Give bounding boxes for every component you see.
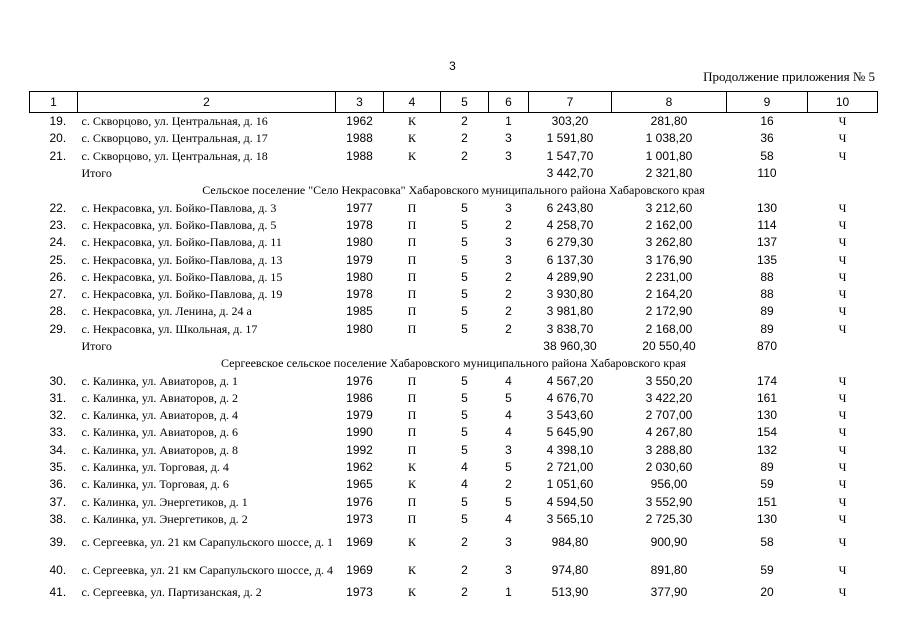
floors-cell: 5 — [461, 373, 468, 388]
entrances-cell: 2 — [505, 304, 512, 319]
entrances-cell: 2 — [505, 477, 512, 492]
section-header-row — [30, 355, 878, 372]
ownership-cell: Ч — [838, 534, 847, 549]
wall-material-cell: К — [407, 148, 416, 163]
table-row — [30, 234, 878, 251]
wall-material-cell: П — [407, 235, 417, 250]
total-area-cell: 3 930,80 — [546, 287, 594, 302]
living-area-cell: 281,80 — [650, 114, 688, 129]
floors-cell: 5 — [461, 217, 468, 232]
residents-cell: 161 — [756, 390, 778, 405]
entrances-cell: 5 — [505, 494, 512, 509]
year-cell: 1980 — [346, 269, 373, 284]
living-area-cell: 20 550,40 — [642, 339, 696, 353]
table-row — [30, 269, 878, 286]
floors-cell — [441, 165, 489, 182]
total-area-cell: 3 543,60 — [546, 408, 594, 423]
table-row — [30, 407, 878, 424]
total-area-cell: 6 243,80 — [546, 200, 594, 215]
address-cell: с. Некрасовка, ул. Ленина, д. 24 а — [81, 304, 252, 319]
row-number: 25. — [49, 252, 67, 267]
row-number: 31. — [49, 390, 67, 405]
wall-material-cell: П — [407, 269, 417, 284]
living-area-cell: 3 176,90 — [645, 252, 693, 267]
wall-material-cell: П — [407, 287, 417, 302]
floors-cell: 4 — [461, 477, 468, 492]
ownership-cell: Ч — [838, 511, 847, 526]
table-row — [30, 528, 878, 556]
row-number: 22. — [49, 200, 67, 215]
ownership-cell: Ч — [838, 390, 847, 405]
entrances-cell: 2 — [505, 269, 512, 284]
entrances-cell — [489, 165, 529, 182]
entrances-cell: 5 — [505, 390, 512, 405]
row-number: 40. — [49, 562, 67, 577]
table-row — [30, 390, 878, 407]
address-cell: с. Скворцово, ул. Центральная, д. 17 — [81, 131, 268, 146]
ownership-cell: Ч — [838, 287, 847, 302]
floors-cell: 2 — [461, 148, 468, 163]
residents-cell: 130 — [756, 408, 778, 423]
wall-material-cell: П — [407, 408, 417, 423]
ownership-cell — [808, 338, 878, 355]
total-area-cell: 38 960,30 — [543, 339, 597, 353]
living-area-cell: 2 172,90 — [645, 304, 693, 319]
wall-material-cell: К — [407, 477, 416, 492]
living-area-cell: 2 168,00 — [645, 321, 693, 336]
ownership-cell: Ч — [838, 585, 847, 600]
year-cell: 1979 — [346, 408, 373, 423]
entrances-cell: 3 — [505, 131, 512, 146]
year-cell: 1969 — [346, 534, 373, 549]
total-area-cell: 513,90 — [551, 585, 589, 600]
residents-cell: 88 — [760, 269, 774, 284]
living-area-cell: 900,90 — [650, 534, 688, 549]
table-row — [30, 130, 878, 147]
address-cell: с. Некрасовка, ул. Бойко-Павлова, д. 5 — [81, 217, 277, 232]
total-area-cell: 1 051,60 — [546, 477, 594, 492]
year-cell: 1976 — [346, 494, 373, 509]
residents-cell: 137 — [756, 235, 778, 250]
subtotal-label: Итого — [81, 166, 112, 181]
residents-cell: 16 — [760, 114, 774, 129]
living-area-cell: 2 707,00 — [645, 408, 693, 423]
wall-material-cell: П — [407, 390, 417, 405]
entrances-cell: 4 — [505, 511, 512, 526]
total-area-cell: 303,20 — [551, 114, 589, 129]
col-header-8: 8 — [612, 92, 727, 113]
year-cell: 1978 — [346, 217, 373, 232]
total-area-cell: 3 442,70 — [546, 166, 594, 181]
floors-cell: 5 — [461, 425, 468, 440]
col-header-2: 2 — [78, 92, 336, 113]
residents-cell: 114 — [757, 217, 777, 232]
row-number: 26. — [49, 269, 67, 284]
residents-cell: 151 — [756, 494, 778, 509]
entrances-cell: 2 — [505, 217, 512, 232]
living-area-cell: 2 030,60 — [645, 460, 693, 475]
year-cell — [336, 338, 384, 355]
living-area-cell: 2 162,00 — [645, 217, 693, 232]
wall-material-cell: К — [407, 460, 416, 475]
residents-cell: 58 — [760, 534, 774, 549]
row-number: 32. — [49, 408, 67, 423]
row-number: 38. — [49, 511, 67, 526]
year-cell: 1976 — [346, 373, 373, 388]
entrances-cell: 4 — [505, 373, 512, 388]
table-row — [30, 286, 878, 303]
floors-cell: 5 — [461, 442, 468, 457]
ownership-cell: Ч — [838, 114, 847, 129]
residents-cell: 20 — [760, 585, 774, 600]
address-cell: с. Калинка, ул. Энергетиков, д. 2 — [81, 511, 248, 526]
entrances-cell: 3 — [505, 200, 512, 215]
row-number: 39. — [49, 534, 67, 549]
table-row — [30, 442, 878, 459]
floors-cell: 5 — [461, 390, 468, 405]
total-area-cell: 984,80 — [551, 534, 589, 549]
page-number: 3 — [449, 59, 456, 73]
entrances-cell: 4 — [505, 408, 512, 423]
floors-cell: 5 — [461, 200, 468, 215]
floors-cell: 5 — [461, 287, 468, 302]
ownership-cell: Ч — [838, 321, 847, 336]
total-area-cell: 4 398,10 — [546, 442, 594, 457]
ownership-cell: Ч — [838, 494, 847, 509]
floors-cell: 5 — [461, 269, 468, 284]
address-cell: с. Сергеевка, ул. 21 км Сарапульского шоссе, д. 4 — [81, 562, 334, 577]
row-number: 21. — [49, 148, 67, 163]
col-header-1: 1 — [30, 92, 78, 113]
address-cell: с. Калинка, ул. Торговая, д. 6 — [81, 477, 229, 492]
floors-cell — [441, 338, 489, 355]
residents-cell: 58 — [760, 148, 774, 163]
year-cell: 1980 — [346, 321, 373, 336]
living-area-cell: 1 001,80 — [645, 148, 693, 163]
residents-cell: 174 — [756, 373, 778, 388]
row-number: 37. — [49, 494, 67, 509]
housing-registry-table — [29, 91, 878, 601]
table-row — [30, 476, 878, 493]
table-row — [30, 494, 878, 511]
living-area-cell: 891,80 — [650, 562, 688, 577]
row-number — [30, 165, 78, 182]
ownership-cell: Ч — [838, 373, 847, 388]
wall-material-cell: П — [407, 217, 417, 232]
table-row — [30, 217, 878, 234]
total-area-cell: 6 137,30 — [546, 252, 594, 267]
ownership-cell: Ч — [838, 235, 847, 250]
floors-cell: 2 — [461, 114, 468, 129]
entrances-cell: 1 — [505, 114, 512, 129]
residents-cell: 110 — [757, 166, 777, 181]
address-cell: с. Калинка, ул. Энергетиков, д. 1 — [81, 494, 248, 509]
subtotal-row — [30, 338, 878, 355]
entrances-cell — [489, 338, 529, 355]
row-number: 34. — [49, 442, 67, 457]
year-cell: 1973 — [346, 511, 373, 526]
living-area-cell: 1 038,20 — [645, 131, 693, 146]
row-number: 24. — [49, 235, 67, 250]
row-number: 41. — [49, 585, 67, 600]
ownership-cell: Ч — [838, 148, 847, 163]
address-cell: с. Калинка, ул. Торговая, д. 4 — [81, 460, 229, 475]
living-area-cell: 3 262,80 — [645, 235, 693, 250]
total-area-cell: 1 591,80 — [546, 131, 594, 146]
table-row — [30, 303, 878, 320]
entrances-cell: 3 — [505, 235, 512, 250]
wall-material-cell: П — [407, 373, 417, 388]
year-cell: 1985 — [346, 304, 373, 319]
row-number: 29. — [49, 321, 67, 336]
wall-material-cell: П — [407, 442, 417, 457]
section-header-row — [30, 182, 878, 199]
wall-material-cell: П — [407, 304, 417, 319]
row-number: 35. — [49, 460, 67, 475]
total-area-cell: 4 567,20 — [546, 373, 594, 388]
total-area-cell: 3 838,70 — [546, 321, 594, 336]
address-cell: с. Некрасовка, ул. Бойко-Павлова, д. 11 — [81, 235, 282, 250]
year-cell: 1962 — [346, 460, 373, 475]
living-area-cell: 2 321,80 — [645, 166, 693, 181]
col-header-3: 3 — [336, 92, 384, 113]
year-cell: 1977 — [346, 200, 373, 215]
living-area-cell: 377,90 — [650, 585, 688, 600]
entrances-cell: 3 — [505, 252, 512, 267]
residents-cell: 130 — [756, 200, 778, 215]
year-cell: 1965 — [346, 477, 373, 492]
year-cell: 1990 — [346, 425, 373, 440]
year-cell: 1988 — [346, 131, 373, 146]
table-row — [30, 251, 878, 268]
year-cell: 1962 — [346, 114, 373, 129]
row-number: 33. — [49, 425, 67, 440]
row-number: 28. — [49, 304, 67, 319]
total-area-cell: 1 547,70 — [546, 148, 594, 163]
address-cell: с. Калинка, ул. Авиаторов, д. 6 — [81, 425, 238, 440]
ownership-cell: Ч — [838, 269, 847, 284]
entrances-cell: 3 — [505, 442, 512, 457]
address-cell: с. Некрасовка, ул. Бойко-Павлова, д. 3 — [81, 200, 277, 215]
floors-cell: 5 — [461, 321, 468, 336]
floors-cell: 5 — [461, 235, 468, 250]
address-cell: с. Некрасовка, ул. Бойко-Павлова, д. 15 — [81, 269, 283, 284]
residents-cell: 88 — [760, 287, 774, 302]
entrances-cell: 5 — [505, 460, 512, 475]
ownership-cell: Ч — [838, 252, 847, 267]
entrances-cell: 1 — [505, 585, 512, 600]
col-header-4: 4 — [384, 92, 441, 113]
floors-cell: 5 — [461, 511, 468, 526]
ownership-cell: Ч — [838, 562, 847, 577]
wall-material-cell: П — [407, 511, 417, 526]
col-header-7: 7 — [529, 92, 612, 113]
ownership-cell: Ч — [838, 217, 847, 232]
entrances-cell: 3 — [505, 562, 512, 577]
total-area-cell: 4 594,50 — [546, 494, 594, 509]
entrances-cell: 3 — [505, 148, 512, 163]
subtotal-row — [30, 165, 878, 182]
residents-cell: 870 — [756, 339, 778, 353]
year-cell — [336, 165, 384, 182]
residents-cell: 89 — [760, 304, 774, 319]
table-row — [30, 113, 878, 131]
year-cell: 1979 — [346, 252, 373, 267]
wall-material-cell: К — [407, 585, 416, 600]
row-number: 23. — [49, 217, 67, 232]
living-area-cell: 3 550,20 — [645, 373, 693, 388]
floors-cell: 5 — [461, 408, 468, 423]
wall-material-cell: К — [407, 562, 416, 577]
row-number — [30, 338, 78, 355]
residents-cell: 154 — [756, 425, 778, 440]
year-cell: 1992 — [346, 442, 373, 457]
col-header-10: 10 — [808, 92, 878, 113]
wall-material-cell: К — [407, 534, 416, 549]
entrances-cell: 2 — [505, 287, 512, 302]
table-row — [30, 148, 878, 165]
year-cell: 1969 — [346, 562, 373, 577]
wall-material-cell — [384, 338, 441, 355]
total-area-cell: 4 676,70 — [546, 390, 594, 405]
ownership-cell: Ч — [838, 131, 847, 146]
table-row — [30, 459, 878, 476]
wall-material-cell — [384, 165, 441, 182]
table-row — [30, 556, 878, 584]
ownership-cell: Ч — [838, 408, 847, 423]
floors-cell: 2 — [461, 131, 468, 146]
entrances-cell: 4 — [505, 425, 512, 440]
table-row — [30, 199, 878, 216]
floors-cell: 5 — [461, 494, 468, 509]
address-cell: с. Скворцово, ул. Центральная, д. 18 — [81, 148, 268, 163]
address-cell: с. Калинка, ул. Авиаторов, д. 4 — [81, 408, 238, 423]
section-title: Сергеевское сельское поселение Хабаровского муниципального района Хабаровского края — [221, 356, 686, 371]
living-area-cell: 2 164,20 — [645, 287, 693, 302]
address-cell: с. Калинка, ул. Авиаторов, д. 2 — [81, 390, 238, 405]
total-area-cell: 974,80 — [551, 562, 589, 577]
table-row — [30, 424, 878, 441]
table-row — [30, 584, 878, 601]
floors-cell: 5 — [461, 304, 468, 319]
total-area-cell: 5 645,90 — [546, 425, 594, 440]
col-header-5: 5 — [441, 92, 489, 113]
living-area-cell: 3 288,80 — [645, 442, 693, 457]
wall-material-cell: К — [407, 114, 416, 129]
wall-material-cell: П — [407, 321, 417, 336]
residents-cell: 130 — [756, 511, 778, 526]
residents-cell: 132 — [756, 442, 778, 457]
row-number: 19. — [49, 114, 67, 129]
wall-material-cell: П — [407, 200, 417, 215]
living-area-cell: 3 422,20 — [645, 390, 693, 405]
col-header-6: 6 — [489, 92, 529, 113]
ownership-cell: Ч — [838, 304, 847, 319]
ownership-cell: Ч — [838, 477, 847, 492]
year-cell: 1978 — [346, 287, 373, 302]
address-cell: с. Сергеевка, ул. 21 км Сарапульского шоссе, д. 1 — [81, 534, 334, 549]
residents-cell: 89 — [760, 321, 774, 336]
ownership-cell: Ч — [838, 200, 847, 215]
continuation-label: Продолжение приложения № 5 — [703, 69, 875, 84]
entrances-cell: 3 — [505, 534, 512, 549]
address-cell: с. Калинка, ул. Авиаторов, д. 1 — [81, 373, 238, 388]
year-cell: 1988 — [346, 148, 373, 163]
row-number: 20. — [49, 131, 67, 146]
row-number: 36. — [49, 477, 67, 492]
living-area-cell: 956,00 — [650, 477, 688, 492]
residents-cell: 135 — [756, 252, 778, 267]
ownership-cell: Ч — [838, 425, 847, 440]
table-row — [30, 321, 878, 338]
floors-cell: 2 — [461, 562, 468, 577]
ownership-cell: Ч — [838, 460, 847, 475]
total-area-cell: 4 258,70 — [546, 217, 594, 232]
address-cell: с. Некрасовка, ул. Школьная, д. 17 — [81, 321, 258, 336]
year-cell: 1980 — [346, 235, 373, 250]
total-area-cell: 3 981,80 — [546, 304, 594, 319]
address-cell: с. Сергеевка, ул. Партизанская, д. 2 — [81, 585, 262, 600]
address-cell: с. Некрасовка, ул. Бойко-Павлова, д. 13 — [81, 252, 283, 267]
address-cell: с. Некрасовка, ул. Бойко-Павлова, д. 19 — [81, 287, 283, 302]
address-cell: с. Калинка, ул. Авиаторов, д. 8 — [81, 442, 238, 457]
table-body — [30, 113, 878, 602]
ownership-cell — [808, 165, 878, 182]
living-area-cell: 3 212,60 — [645, 200, 693, 215]
residents-cell: 89 — [760, 460, 774, 475]
entrances-cell: 2 — [505, 321, 512, 336]
residents-cell: 59 — [760, 562, 774, 577]
ownership-cell: Ч — [838, 442, 847, 457]
table-row — [30, 372, 878, 389]
subtotal-label: Итого — [81, 339, 112, 353]
floors-cell: 2 — [461, 585, 468, 600]
residents-cell: 59 — [760, 477, 774, 492]
total-area-cell: 2 721,00 — [546, 460, 594, 475]
residents-cell: 36 — [760, 131, 774, 146]
year-cell: 1986 — [346, 390, 373, 405]
table-row — [30, 511, 878, 528]
year-cell: 1973 — [346, 585, 373, 600]
living-area-cell: 3 552,90 — [645, 494, 693, 509]
living-area-cell: 2 725,30 — [645, 511, 693, 526]
wall-material-cell: К — [407, 131, 416, 146]
total-area-cell: 3 565,10 — [546, 511, 594, 526]
wall-material-cell: П — [407, 252, 417, 267]
living-area-cell: 2 231,00 — [645, 269, 693, 284]
row-number: 27. — [49, 287, 67, 302]
total-area-cell: 6 279,30 — [546, 235, 594, 250]
row-number: 30. — [49, 373, 67, 388]
address-cell: с. Скворцово, ул. Центральная, д. 16 — [81, 114, 268, 129]
header-row — [30, 92, 878, 113]
floors-cell: 2 — [461, 534, 468, 549]
floors-cell: 4 — [461, 460, 468, 475]
wall-material-cell: П — [407, 425, 417, 440]
col-header-9: 9 — [727, 92, 808, 113]
total-area-cell: 4 289,90 — [546, 269, 594, 284]
living-area-cell: 4 267,80 — [645, 425, 693, 440]
section-title: Сельское поселение "Село Некрасовка" Хабаровского муниципального района Хабаровского края — [202, 183, 705, 198]
floors-cell: 5 — [461, 252, 468, 267]
wall-material-cell: П — [407, 494, 417, 509]
